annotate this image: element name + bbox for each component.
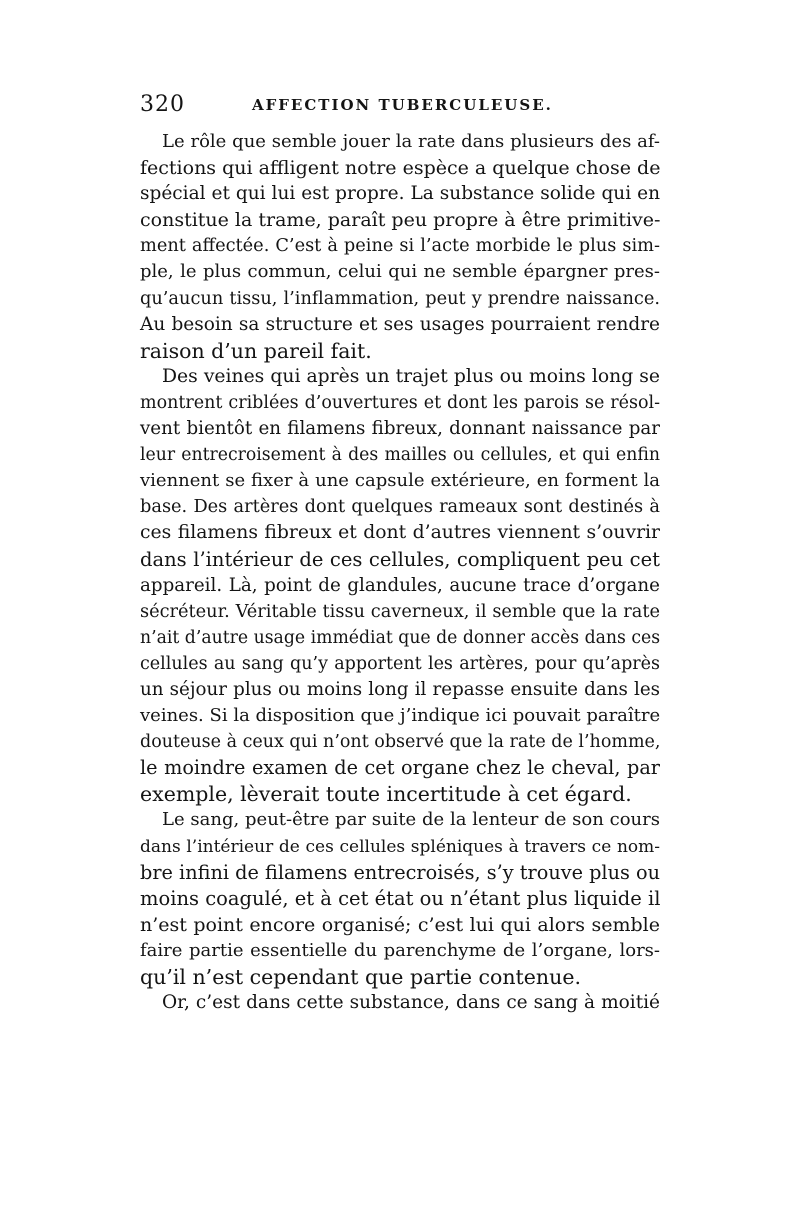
text-line: ple, le plus commun, celui qui ne semble épargner pres- xyxy=(140,261,660,283)
text-line: constitue la trame, paraît peu propre à être primitive- xyxy=(140,209,661,232)
text-line: n’est point encore organisé; c’est lui qui alors semble xyxy=(140,913,660,936)
text-line: faire partie essentielle du parenchyme de l’organe, lors- xyxy=(140,939,660,961)
text-line: le moindre examen de cet organe chez le cheval, par xyxy=(140,756,660,780)
text-line: qu’il n’est cependant que partie contenue. xyxy=(140,965,581,989)
text-line: dans l’intérieur de ces cellules spléniques à travers ce nom- xyxy=(140,836,660,857)
text-line: raison d’un pareil fait. xyxy=(140,338,372,363)
running-title: AFFECTION TUBERCULEUSE. xyxy=(252,96,553,114)
text-line: montrent criblées d’ouvertures et dont les parois se résol- xyxy=(140,392,660,413)
body-text xyxy=(140,129,660,1016)
text-line: ment affectée. C’est à peine si l’acte morbide le plus sim- xyxy=(140,236,660,257)
text-line: Le sang, peut-être par suite de la lenteur de son cours xyxy=(162,809,660,831)
page-number: 320 xyxy=(140,92,185,117)
text-line: Au besoin sa structure et ses usages pourraient rendre xyxy=(140,313,660,335)
text-line: bre infini de filamens entrecroisés, s’y trouve plus ou xyxy=(140,860,660,884)
text-line: veines. Si la disposition que j’indique ici pouvait paraître xyxy=(140,705,661,727)
text-line: appareil. Là, point de glandules, aucune trace d’organe xyxy=(140,574,660,596)
text-line: ces filamens fibreux et dont d’autres viennent s’ouvrir xyxy=(140,522,660,544)
text-line: cellules au sang qu’y apportent les artères, pour qu’après xyxy=(140,653,660,674)
text-line: fections qui affligent notre espèce a quelque chose de xyxy=(140,157,661,180)
text-line: moins coagulé, et à cet état ou n’étant plus liquide il xyxy=(140,886,661,910)
text-line: Le rôle que semble jouer la rate dans plusieurs des af- xyxy=(162,131,660,152)
text-line: leur entrecroisement à des mailles ou cellules, et qui enfin xyxy=(140,445,660,466)
text-line: spécial et qui lui est propre. La substance solide qui en xyxy=(140,183,660,205)
text-line: un séjour plus ou moins long il repasse ensuite dans les xyxy=(140,678,660,700)
text-line: Or, c’est dans cette substance, dans ce sang à moitié xyxy=(162,992,660,1014)
text-line: douteuse à ceux qui n’ont observé que la rate de l’homme, xyxy=(140,732,661,753)
text-line: viennent se fixer à une capsule extérieure, en forment la xyxy=(140,470,660,492)
text-line: qu’aucun tissu, l’inflammation, peut y prendre naissance. xyxy=(140,288,660,309)
text-line: exemple, lèverait toute incertitude à cet égard. xyxy=(140,782,632,807)
text-line: sécréteur. Véritable tissu caverneux, il semble que la rate xyxy=(140,601,660,622)
text-line: dans l’intérieur de ces cellules, compliquent peu cet xyxy=(140,547,660,571)
text-line: n’ait d’autre usage immédiat que de donner accès dans ces xyxy=(140,627,661,648)
text-line: base. Des artères dont quelques rameaux sont destinés à xyxy=(140,497,660,518)
text-line: Des veines qui après un trajet plus ou moins long se xyxy=(162,365,660,387)
text-line: vent bientôt en filamens fibreux, donnant naissance par xyxy=(140,418,660,440)
running-head xyxy=(140,88,660,120)
